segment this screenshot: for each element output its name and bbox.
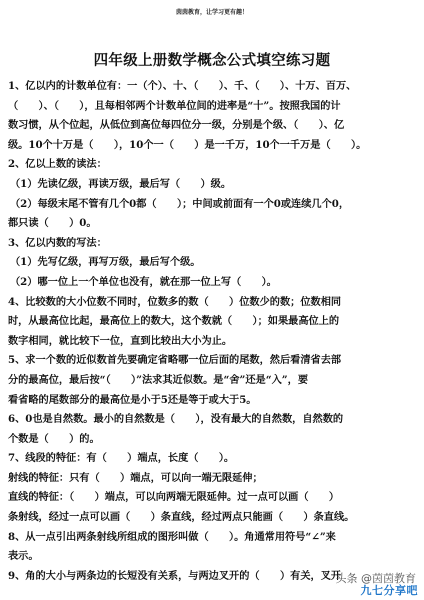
header-note: 茵茵教育，让学习更有趣！ [175,9,248,16]
text-line: 级。10个十万是（ ），10个一（ ）是一千万，10个一千万是（ ）。 [8,138,367,151]
text-line: （2）哪一位上一个单位也没有，就在那一位上写（ ）。 [10,275,277,288]
text-line: 5、求一个数的近似数首先要确定省略哪一位后面的尾数，然后看清省去部 [8,354,342,367]
text-line: 看省略的尾数部分的最高位是小于5还是等于或大于5。 [8,393,257,406]
question-list [8,77,418,586]
text-line: 7、线段的特征：有（ ）端点，长度（ ）。 [8,452,235,465]
text-line: 数字相同，就比较下一位，直到比较出大小为止。 [8,334,233,347]
text-line: 个数是（ ）的。 [8,432,100,445]
text-line: 6、0也是自然数。最小的自然数是（ ），没有最大的自然数，自然数的 [8,413,344,426]
text-line: 数习惯，从个位起，从低位到高位每四位分一级，分别是个级、（ ）、亿 [8,119,345,132]
text-line: 射线的特征：只有（ ）端点，可以向一端无限延伸； [8,471,263,484]
text-line: （ ）、（ ），且每相邻两个计数单位间的进率是“十”。按照我国的计 [8,99,341,112]
text-line: 直线的特征：（ ）端点，可以向两端无限延伸。过一点可以画（ ） [8,491,340,504]
text-line: （1）先读亿级，再读万级，最后写（ ）级。 [10,177,232,190]
site-logo: 九七分享吧 [360,584,418,597]
text-line: 8、从一点引出两条射线所组成的图形叫做（ ）。角通常用符号“∠”来 [8,530,336,543]
text-line: （2）每级末尾不管有几个0都（ ）；中间或前面有一个0或连续几个0， [10,197,350,210]
text-line: 都只读（ ）0。 [8,217,97,230]
text-line: 条射线，经过一点可以画（ ）条直线，经过两点只能画（ ）条直线。 [8,511,355,524]
text-line: 9、角的大小与两条边的长短没有关系，与两边叉开的（ ）有关，叉开 [8,569,342,582]
text-line: 3、亿以内数的写法： [8,236,107,249]
text-line: 2、亿以上数的读法： [8,158,107,171]
text-line: （1）先写亿级，再写万级，最后写个级。 [10,256,201,269]
text-line: 4、比较数的大小位数不同时，位数多的数（ ）位数少的数；位数相同 [8,295,342,308]
text-line: 1、亿以内的计数单位有：一（个）、十、（ ）、千、（ ）、十万、百万、 [8,80,357,92]
watermark: 头条 @茵茵教育 [335,572,416,585]
worksheet-title: 四年级上册数学概念公式填空练习题 [93,52,331,69]
text-line: 表示。 [8,550,39,563]
text-line: 分的最高位，最后按“（ ）”法求其近似数。是“舍”还是“入”，要 [8,373,309,386]
text-line: 时，从最高位比起，最高位上的数大，这个数就（ ）；如果最高位上的 [8,315,340,328]
